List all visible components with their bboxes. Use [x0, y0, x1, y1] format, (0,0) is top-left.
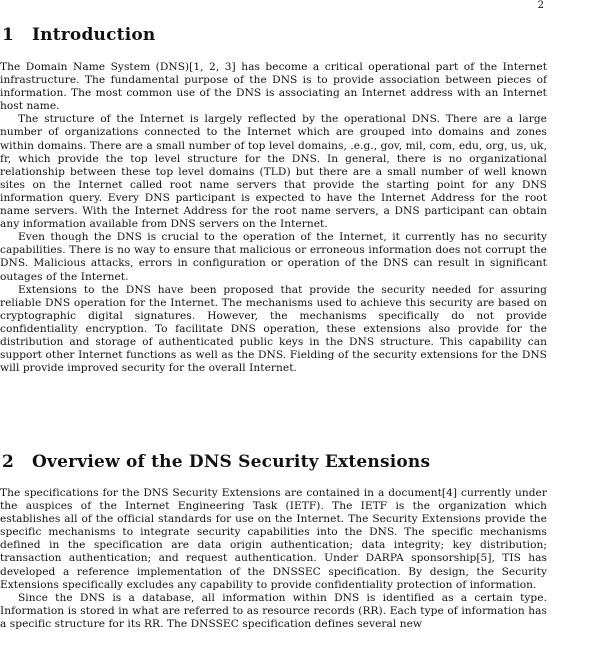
- section-title: Overview of the DNS Security Extensions: [32, 452, 431, 472]
- section-number: 1: [2, 25, 15, 45]
- paragraph: The specifications for the DNS Security Extensions are contained in a document[4] currently under the auspices of the Internet Engineering Task (IETF). The IETF is the organization which establishes all of the official standards for use on the Internet. The Security Extensions provide the specific mechanisms to integrate security capabilities into the DNS. The specific mechanisms defined in the specification are data origin authentication; data integrity; key distribution; transaction authentication; and request authentication. Under DARPA sponsorship[5], TIS has developed a reference implementation of the DNSSEC specification. By design, the Security Extensions specifically excludes any capability to provide confidentiality protection of information.: [0, 487, 547, 591]
- section-number: 2: [2, 452, 15, 472]
- paragraph: Since the DNS is a database, all information within DNS is identified as a certain type. Information is stored in what are referred to as resource records (RR). Each type of information has a specific structure for its RR. The DNSSEC specification defines several new: [0, 591, 547, 630]
- section-heading-introduction: [2, 25, 155, 45]
- paragraph: The structure of the Internet is largely reflected by the operational DNS. There are a large number of organizations connected to the Internet which are grouped into domains and zones within domains. There are a small number of top level domains, .e.g., gov, mil, com, edu, org, us, uk, fr, which provide the top level structure for the DNS. In general, there is no organizational relationship between these top level domains (TLD) but there are a small number of well known sites on the Internet called root name servers that provide the starting point for any DNS information query. Every DNS participant is expected to have the Internet Address for the root name servers. With the Internet Address for the root name servers, a DNS participant can obtain any information available from DNS servers on the Internet.: [0, 113, 547, 231]
- page-number: 2: [537, 0, 544, 11]
- section-body-introduction: [0, 61, 547, 375]
- section-body-overview: [0, 487, 547, 631]
- paragraph: Even though the DNS is crucial to the operation of the Internet, it currently has no security capabilities. There is no way to ensure that malicious or erroneous information does not corrupt the DNS. Malicious attacks, errors in configuration or operation of the DNS can result in significant outages of the Internet.: [0, 231, 547, 283]
- paragraph: Extensions to the DNS have been proposed that provide the security needed for assuring reliable DNS operation for the Internet. The mechanisms used to achieve this security are based on cryptographic digital signatures. However, the mechanisms specifically do not provide confidentiality encryption. To facilitate DNS operation, these extensions also provide for the distribution and storage of authenticated public keys in the DNS structure. This capability can support other Internet functions as well as the DNS. Fielding of the security extensions for the DNS will provide improved security for the overall Internet.: [0, 283, 547, 375]
- section-title: Introduction: [32, 25, 156, 45]
- paragraph: The Domain Name System (DNS)[1, 2, 3] has become a critical operational part of the Internet infrastructure. The fundamental purpose of the DNS is to provide association between pieces of information. The most common use of the DNS is associating an Internet address with an Internet host name.: [0, 61, 547, 113]
- section-heading-overview: [2, 452, 430, 472]
